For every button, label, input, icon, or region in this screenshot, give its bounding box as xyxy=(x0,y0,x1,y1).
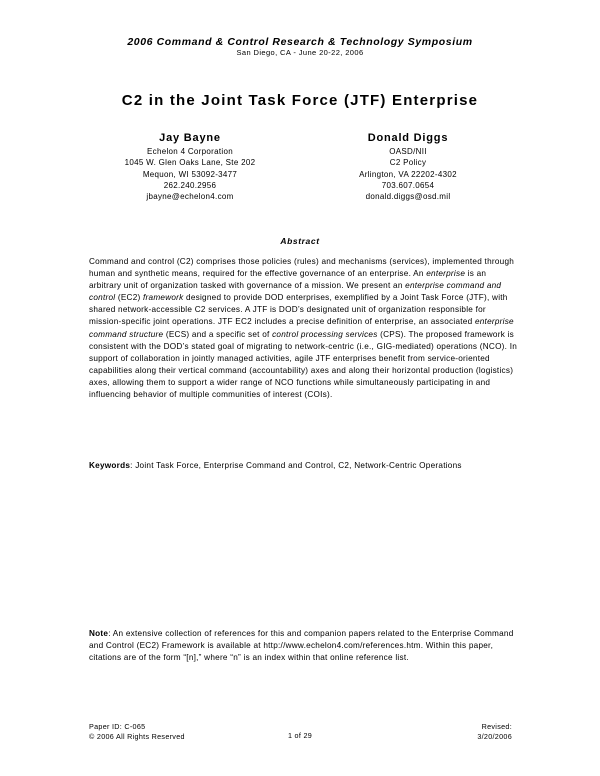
abstract-text-segment: Command and control (C2) comprises those policies (rules) and mechanisms (services), implemented through human and synthetic means, required for the effective governance of an enterprise. An xyxy=(89,257,515,279)
keywords-paragraph xyxy=(89,460,519,472)
abstract-term-enterprise: enterprise xyxy=(426,269,466,279)
author-email[interactable]: jbayne@echelon4.com xyxy=(146,192,234,202)
paper-title: C2 in the Joint Task Force (JTF) Enterprise xyxy=(121,92,479,109)
keywords-text: : Joint Task Force, Enterprise Command and Control, C2, Network-Centric Operations xyxy=(130,461,462,470)
footer-right xyxy=(380,722,512,741)
conference-header xyxy=(0,36,600,58)
author-affiliation: Echelon 4 Corporation xyxy=(147,147,233,156)
author-block-2 xyxy=(298,130,518,202)
author-address-line-2: Mequon, WI 53092-3477 xyxy=(142,169,238,179)
author-block-1 xyxy=(80,130,300,202)
note-text: : An extensive collection of references for this and companion papers related to the Enterprise Command and Control (EC2) Framework is available at http://www.echelon4.com/references.htm. Within this paper, citations are of the form “[n],” where “n” is an index within that online reference list. xyxy=(89,629,514,663)
footer-page-number: 1 of 29 xyxy=(287,731,313,740)
abstract-term-cps: control processing services xyxy=(272,329,378,339)
author-address-line-1: C2 Policy xyxy=(389,158,427,168)
abstract-text xyxy=(89,256,519,401)
footer-revised-label: Revised: xyxy=(481,722,512,731)
author-address-line-2: Arlington, VA 22202-4302 xyxy=(359,169,457,179)
abstract-term-ec2: enterprise command and control xyxy=(89,281,502,303)
footer-revised-date: 3/20/2006 xyxy=(477,731,512,741)
author-email[interactable]: donald.diggs@osd.mil xyxy=(365,192,451,202)
abstract-term-ecs: enterprise command structure xyxy=(89,317,514,339)
author-phone: 262.240.2956 xyxy=(163,180,217,190)
author-address-line-1: 1045 W. Glen Oaks Lane, Ste 202 xyxy=(124,158,256,168)
conference-location-date: San Diego, CA - June 20-22, 2006 xyxy=(236,48,364,57)
abstract-text-segment: (EC2) xyxy=(115,293,144,303)
author-affiliation: OASD/NII xyxy=(389,147,427,156)
footer-copyright: © 2006 All Rights Reserved xyxy=(89,731,185,741)
author-phone: 703.607.0654 xyxy=(381,180,435,190)
note-paragraph xyxy=(89,628,519,664)
conference-title: 2006 Command & Control Research & Technology Symposium xyxy=(127,36,473,48)
author-name: Jay Bayne xyxy=(159,132,221,144)
author-name: Donald Diggs xyxy=(367,132,449,144)
abstract-heading: Abstract xyxy=(280,236,320,246)
footer-paper-id: Paper ID: C-065 xyxy=(89,722,146,731)
note-label: Note xyxy=(89,629,109,638)
abstract-text-segment: (CPS). The proposed framework is consistent with the DOD’s stated goal of migrating to network-centric (i.e., GIG-mediated) operations (NCO). In support of collaboration in jointly managed activities, agile JTF enterprises benefit from service-oriented capabilities along their vertical command (accountability) axes and along their horizontal production (logistics) axes, allowing them to support a wider range of NCO functions while simultaneously participating in and influencing behavior of multiple communities of interest (COIs). xyxy=(89,329,518,400)
abstract-text-segment: (ECS) and a specific set of xyxy=(163,329,273,339)
abstract-text-segment: designed to provide DOD enterprises, exemplified by a Joint Task Force (JTF), with shared network-accessible C2 services. A JTF is DOD’s designated unit of organization responsible for mission-specific joint operations. JTF EC2 includes a precise definition of enterprise, an associated xyxy=(89,293,508,327)
keywords-label: Keywords xyxy=(89,461,131,470)
abstract-term-framework: framework xyxy=(143,293,184,303)
abstract-text-segment: is an arbitrary unit of organization tasked with governance of a mission. We present an xyxy=(89,269,487,291)
